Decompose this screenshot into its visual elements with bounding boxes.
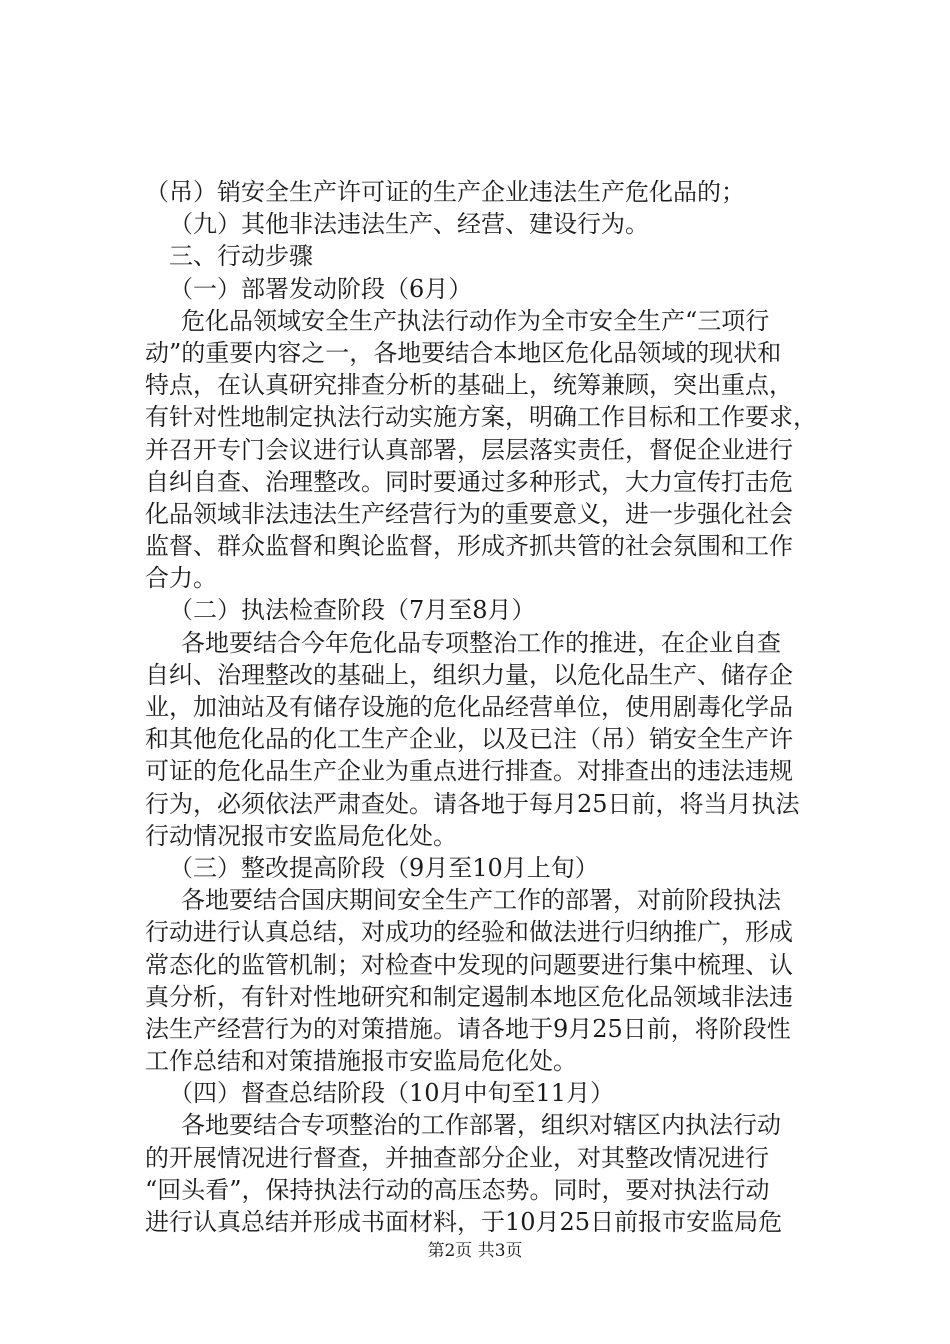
text-line: 真分析，有针对性地研究和制定遏制本地区危化品领域非法违 — [145, 982, 793, 1011]
text-line: 合力。 — [145, 564, 217, 593]
text-line: “回头看”，保持执法行动的高压态势。同时，要对执法行动 — [145, 1175, 770, 1204]
text-line: 工作总结和对策措施报市安监局危化处。 — [145, 1047, 577, 1076]
text-line: 并召开专门会议进行认真部署，层层落实责任，督促企业进行 — [145, 435, 793, 464]
text-line: 业，加油站及有储存设施的危化品经营单位，使用剧毒化学品 — [145, 693, 793, 721]
subsection-heading: （三）整改提高阶段（9月至10月上旬） — [169, 853, 599, 882]
text-line: 常态化的监管机制；对检查中发现的问题要进行集中梳理、认 — [145, 950, 793, 979]
document-body — [145, 176, 833, 1238]
section-heading: 三、行动步骤 — [169, 242, 313, 271]
text-line: 特点，在认真研究排查分析的基础上，统筹兼顾，突出重点， — [145, 371, 793, 400]
text-line: 各地要结合今年危化品专项整治工作的推进，在企业自查 — [181, 628, 781, 657]
text-line: 和其他危化品的化工生产企业，以及已注（吊）销安全生产许 — [145, 725, 793, 754]
text-line: 动”的重要内容之一，各地要结合本地区危化品领域的现状和 — [145, 338, 782, 367]
text-line: 法生产经营行为的对策措施。请各地于9月25日前，将阶段性 — [145, 1014, 791, 1043]
text-line: 有针对性地制定执法行动实施方案，明确工作目标和工作要求， — [145, 403, 817, 432]
text-line: 可证的危化品生产企业为重点进行排查。对排查出的违法违规 — [145, 757, 793, 786]
subsection-heading: （四）督查总结阶段（10月中旬至11月） — [169, 1079, 615, 1108]
text-line: 进行认真总结并形成书面材料，于10月25日前报市安监局危 — [145, 1208, 783, 1236]
text-line: 各地要结合专项整治的工作部署，组织对辖区内执法行动 — [181, 1111, 781, 1140]
subsection-heading: （二）执法检查阶段（7月至8月） — [169, 596, 536, 625]
text-line: 行为，必须依法严肃查处。请各地于每月25日前，将当月执法 — [145, 789, 800, 818]
text-line: 化品领域非法违法生产经营行为的重要意义，进一步强化社会 — [145, 499, 793, 528]
text-line: 各地要结合国庆期间安全生产工作的部署，对前阶段执法 — [181, 886, 781, 915]
page-footer: 第2页 共3页 — [427, 1241, 523, 1261]
text-line: （吊）销安全生产许可证的生产企业违法生产危化品的； — [145, 178, 745, 206]
text-line: 自纠自查、治理整改。同时要通过多种形式，大力宣传打击危 — [145, 467, 793, 496]
text-line: 自纠、治理整改的基础上，组织力量，以危化品生产、储存企 — [145, 660, 793, 689]
text-line: 行动情况报市安监局危化处。 — [145, 821, 457, 850]
text-line: （九）其他非法违法生产、经营、建设行为。 — [169, 210, 649, 239]
text-line: 监督、群众监督和舆论监督，形成齐抓共管的社会氛围和工作 — [145, 532, 793, 561]
subsection-heading: （一）部署发动阶段（6月） — [169, 274, 473, 303]
text-line: 的开展情况进行督查，并抽查部分企业，对其整改情况进行 — [145, 1143, 769, 1172]
text-line: 危化品领域安全生产执法行动作为全市安全生产“三项行 — [181, 306, 770, 335]
text-line: 行动进行认真总结，对成功的经验和做法进行归纳推广，形成 — [145, 918, 793, 947]
